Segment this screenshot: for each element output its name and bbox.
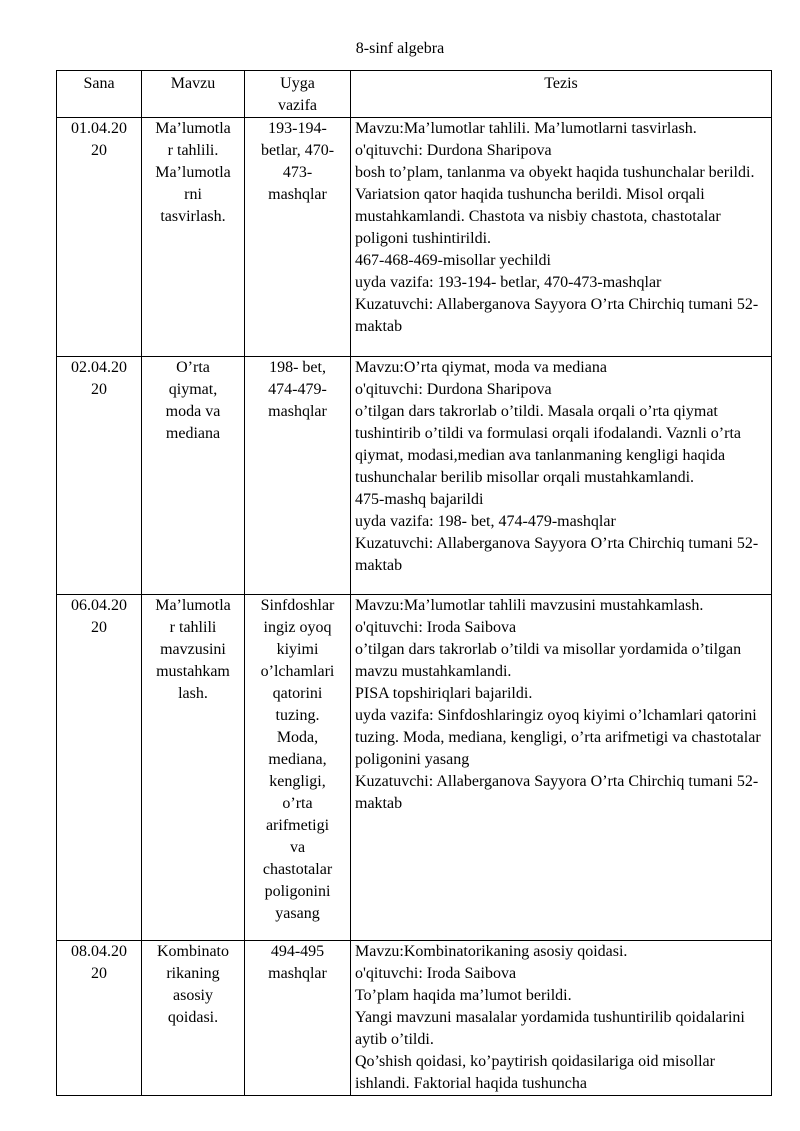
thesis-line: o’tilgan dars takrorlab o’tildi va misollar yordamida o’tilgan mavzu mustahkamlandi.	[355, 641, 742, 680]
thesis-line: Kuzatuvchi: Allaberganova Sayyora O’rta Chirchiq tumani 52-maktab	[355, 773, 759, 812]
cell-date	[57, 941, 142, 1096]
cell-date	[57, 595, 142, 941]
cell-thesis	[351, 357, 772, 595]
cell-topic: Kombinato rikaning asosiy qoidasi.	[142, 941, 245, 1096]
table-row	[57, 595, 772, 941]
date-line1: 06.04.20	[71, 597, 127, 614]
cell-date	[57, 118, 142, 357]
header-sana: Sana	[57, 71, 142, 118]
thesis-line: Yangi mavzuni masalalar yordamida tushuntirilib qoidalarini aytib o’tildi.	[355, 1009, 745, 1048]
thesis-line: To’plam haqida ma’lumot berildi.	[355, 987, 572, 1004]
lesson-plan-table	[56, 70, 772, 1096]
thesis-line: 467-468-469-misollar yechildi	[355, 252, 551, 269]
thesis-line: PISA topshiriqlari bajarildi.	[355, 685, 533, 702]
cell-topic: O’rta qiymat, moda va mediana	[142, 357, 245, 595]
thesis-line: o'qituvchi: Iroda Saibova	[355, 965, 517, 982]
cell-thesis	[351, 941, 772, 1096]
thesis-line: Mavzu:Ma’lumotlar tahlili. Ma’lumotlarni tasvirlash.	[355, 120, 697, 137]
header-uyga-vazifa	[245, 71, 351, 118]
date-line1: 01.04.20	[71, 120, 127, 137]
date-line2: 20	[91, 381, 107, 398]
header-uyga-line1: Uyga	[280, 75, 315, 92]
thesis-line: uyda vazifa: 198- bet, 474-479-mashqlar	[355, 513, 616, 530]
table-row	[57, 118, 772, 357]
cell-thesis	[351, 118, 772, 357]
cell-homework: 198- bet, 474-479- mashqlar	[245, 357, 351, 595]
date-line1: 02.04.20	[71, 359, 127, 376]
thesis-line: o'qituvchi: Durdona Sharipova	[355, 142, 552, 159]
thesis-line: Mavzu:Ma’lumotlar tahlili mavzusini mustahkamlash.	[355, 597, 704, 614]
thesis-line: 475-mashq bajarildi	[355, 491, 484, 508]
cell-date	[57, 357, 142, 595]
date-line2: 20	[91, 619, 107, 636]
thesis-line: Mavzu:Kombinatorikaning asosiy qoidasi.	[355, 943, 628, 960]
page-title: 8-sinf algebra	[355, 40, 445, 57]
thesis-line: uyda vazifa: Sinfdoshlaringiz oyoq kiyimi o’lchamlari qatorini tuzing. Moda, mediana, kengligi, o’rta arifmetigi va chastotalar poligonini yasang	[355, 707, 761, 768]
header-uyga-line2: vazifa	[277, 97, 318, 114]
date-line1: 08.04.20	[71, 943, 127, 960]
date-line2: 20	[91, 965, 107, 982]
header-mavzu: Mavzu	[142, 71, 245, 118]
table-header-row	[57, 71, 772, 118]
thesis-line: o'qituvchi: Iroda Saibova	[355, 619, 517, 636]
cell-topic: Ma’lumotla r tahlili mavzusini mustahkam lash.	[142, 595, 245, 941]
cell-topic: Ma’lumotla r tahlili. Ma’lumotla rni tasvirlash.	[142, 118, 245, 357]
thesis-line: Qo’shish qoidasi, ko’paytirish qoidasilariga oid misollar ishlandi. Faktorial haqida tushuncha	[355, 1053, 715, 1092]
thesis-line: Variatsion qator haqida tushuncha berildi. Misol orqali mustahkamlandi. Chastota va nisbiy chastota, chastotalar poligoni tushintirildi.	[355, 186, 721, 247]
cell-homework: 193-194- betlar, 470- 473- mashqlar	[245, 118, 351, 357]
thesis-line: o'qituvchi: Durdona Sharipova	[355, 381, 552, 398]
cell-homework: Sinfdoshlar ingiz oyoq kiyimi o’lchamlari qatorini tuzing. Moda, mediana, kengligi, o’rta arifmetigi va chastotalar poligonini yasang	[245, 595, 351, 941]
thesis-line: uyda vazifa: 193-194- betlar, 470-473-mashqlar	[355, 274, 662, 291]
header-tezis: Tezis	[351, 71, 772, 118]
cell-thesis	[351, 595, 772, 941]
thesis-line: Kuzatuvchi: Allaberganova Sayyora O’rta Chirchiq tumani 52-maktab	[355, 535, 759, 574]
cell-homework: 494-495 mashqlar	[245, 941, 351, 1096]
thesis-line: o’tilgan dars takrorlab o’tildi. Masala orqali o’rta qiymat tushintirib o’tildi va formulasi orqali ifodalandi. Vaznli o’rta qiymat, modasi,median ava tanlanmaning kengligi haqida tushunchalar berilib misollar orqali mustahkamlandi.	[355, 403, 741, 486]
date-line2: 20	[91, 142, 107, 159]
table-row	[57, 941, 772, 1096]
thesis-line: Mavzu:O’rta qiymat, moda va mediana	[355, 359, 607, 376]
thesis-line: Kuzatuvchi: Allaberganova Sayyora O’rta Chirchiq tumani 52-maktab	[355, 296, 759, 335]
thesis-line: bosh to’plam, tanlanma va obyekt haqida tushunchalar berildi.	[355, 164, 755, 181]
table-row	[57, 357, 772, 595]
